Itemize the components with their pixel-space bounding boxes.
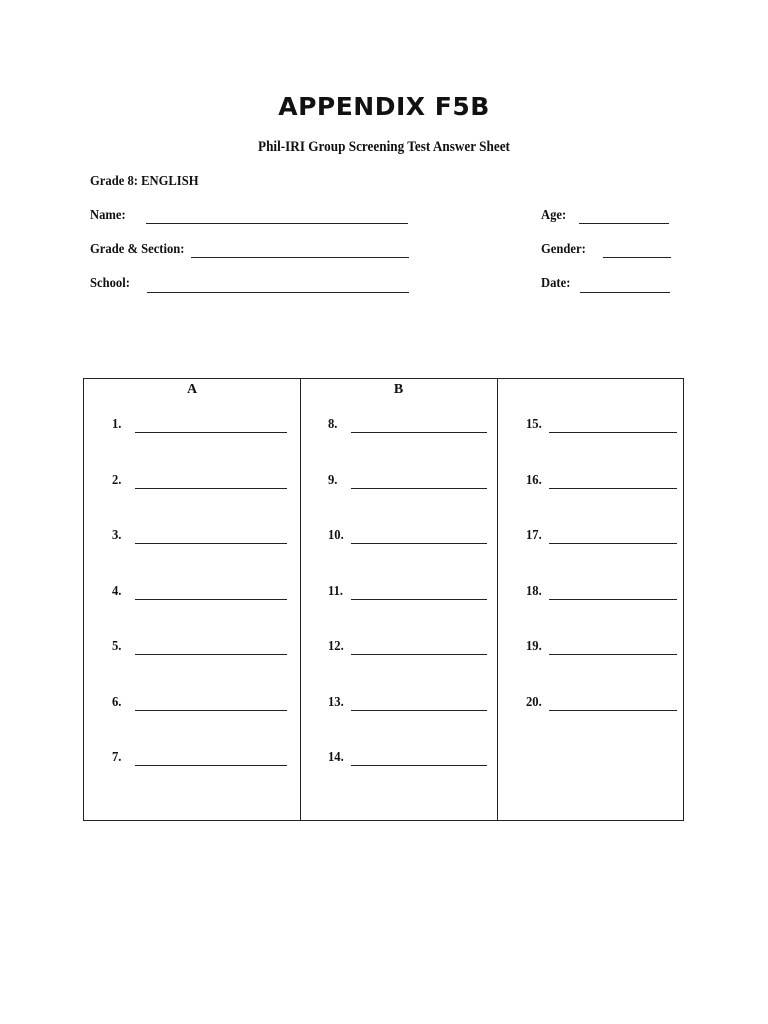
grade-section-field[interactable] — [191, 257, 409, 258]
answer-blank[interactable] — [351, 432, 487, 433]
gender-label: Gender: — [541, 242, 586, 257]
item-number: 13. — [328, 694, 344, 710]
answer-blank[interactable] — [549, 488, 677, 489]
column-divider — [497, 379, 498, 820]
item-number: 17. — [526, 528, 542, 543]
age-label: Age: — [541, 208, 567, 223]
item-number: 16. — [526, 472, 542, 488]
answer-blank[interactable] — [549, 543, 677, 544]
answer-blank[interactable] — [135, 543, 287, 544]
column-header-b: B — [393, 382, 404, 397]
answer-blank[interactable] — [351, 543, 487, 544]
item-number: 20. — [526, 694, 542, 710]
answer-blank[interactable] — [135, 432, 287, 433]
answer-blank[interactable] — [549, 599, 677, 600]
item-number: 6. — [112, 694, 122, 710]
school-label: School: — [90, 276, 130, 291]
answer-blank[interactable] — [135, 488, 287, 489]
item-number: 10. — [328, 528, 344, 543]
item-number: 15. — [526, 417, 542, 432]
item-number: 8. — [328, 417, 338, 432]
answer-blank[interactable] — [351, 765, 487, 766]
answer-blank[interactable] — [351, 654, 487, 655]
item-number: 1. — [112, 417, 122, 432]
grade-label: Grade 8: ENGLISH — [90, 174, 199, 189]
grade-section-label: Grade & Section: — [90, 242, 185, 257]
item-number: 11. — [328, 583, 344, 599]
date-label: Date: — [541, 276, 571, 291]
item-number: 4. — [112, 583, 122, 599]
document-subtitle: Phil-IRI Group Screening Test Answer Sheet — [258, 139, 510, 155]
item-number: 9. — [328, 472, 338, 488]
age-field[interactable] — [579, 223, 669, 224]
item-number: 12. — [328, 639, 344, 654]
school-field[interactable] — [147, 292, 409, 293]
item-number: 2. — [112, 472, 122, 488]
answer-blank[interactable] — [549, 710, 677, 711]
date-field[interactable] — [580, 292, 670, 293]
column-header-a: A — [186, 382, 198, 397]
item-number: 14. — [328, 750, 344, 765]
item-number: 5. — [112, 639, 122, 654]
answer-blank[interactable] — [351, 488, 487, 489]
answer-blank[interactable] — [351, 710, 487, 711]
answer-blank[interactable] — [135, 654, 287, 655]
answer-blank[interactable] — [351, 599, 487, 600]
answer-blank[interactable] — [135, 599, 287, 600]
answer-blank[interactable] — [135, 765, 287, 766]
document-title: APPENDIX F5B — [278, 92, 490, 121]
column-divider — [300, 379, 301, 820]
name-field[interactable] — [146, 223, 408, 224]
answer-blank[interactable] — [549, 654, 677, 655]
answer-blank[interactable] — [549, 432, 677, 433]
item-number: 3. — [112, 528, 122, 543]
gender-field[interactable] — [603, 257, 671, 258]
item-number: 7. — [112, 750, 122, 765]
answer-blank[interactable] — [135, 710, 287, 711]
name-label: Name: — [90, 208, 126, 223]
answer-sheet-table — [83, 378, 684, 821]
item-number: 19. — [526, 639, 542, 654]
item-number: 18. — [526, 583, 542, 599]
